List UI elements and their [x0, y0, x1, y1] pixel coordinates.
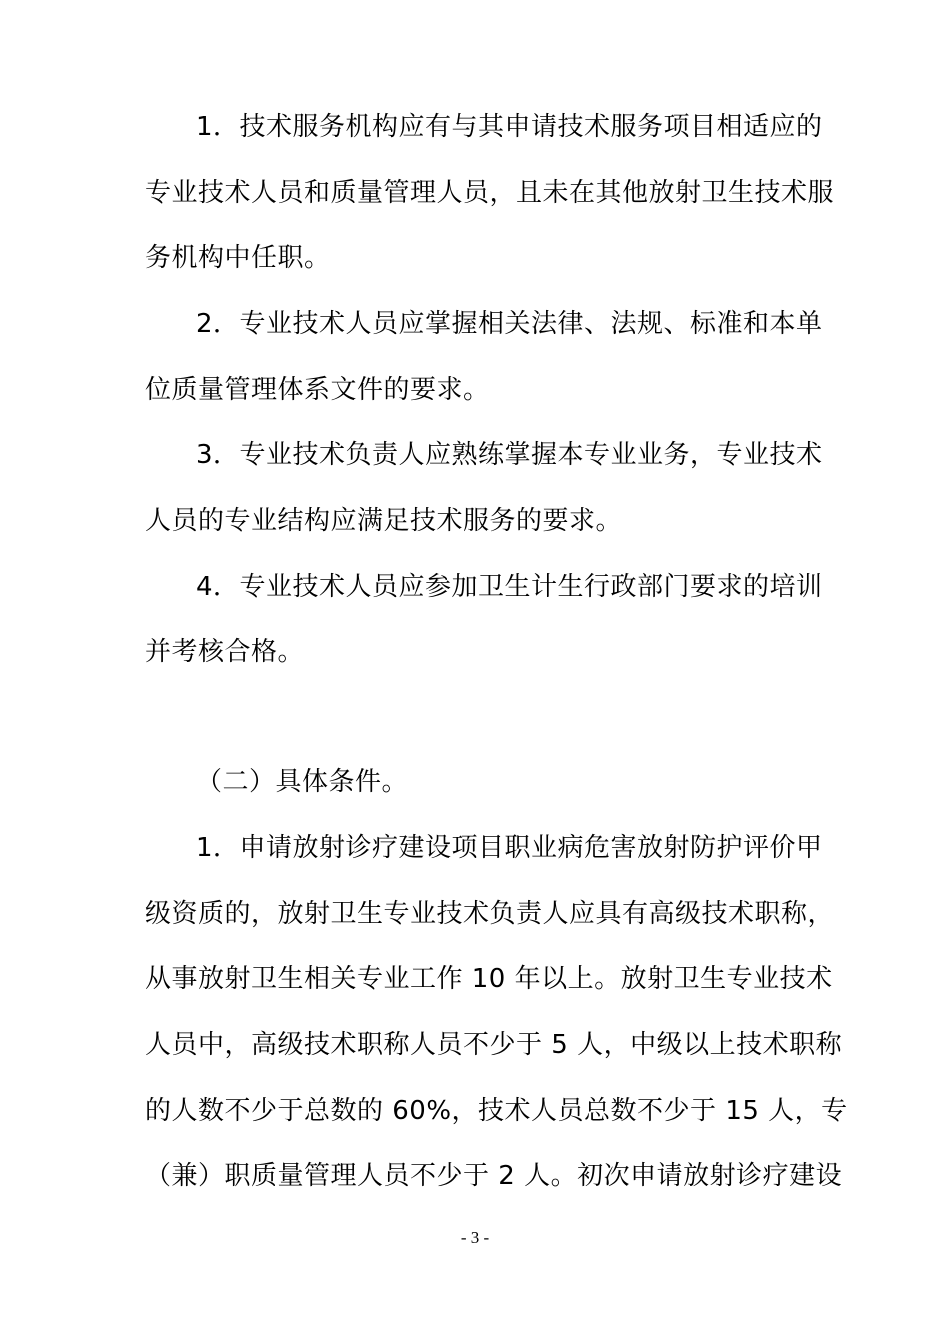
paragraph-3-line-1: 3．专业技术负责人应熟练掌握本专业业务，专业技术 — [196, 440, 823, 470]
paragraph-4-line-2: 并考核合格。 — [145, 637, 305, 667]
paragraph-1-line-2: 专业技术人员和质量管理人员，且未在其他放射卫生技术服 — [145, 178, 835, 208]
paragraph-2-line-2: 位质量管理体系文件的要求。 — [145, 375, 490, 405]
paragraph-2-line-1: 2．专业技术人员应掌握相关法律、法规、标准和本单 — [196, 309, 823, 339]
paragraph-5-line-3: 从事放射卫生相关专业工作 10 年以上。放射卫生专业技术 — [145, 964, 833, 994]
section-heading: （二）具体条件。 — [196, 767, 409, 797]
paragraph-5-line-2: 级资质的，放射卫生专业技术负责人应具有高级技术职称， — [145, 899, 835, 929]
paragraph-5-line-4: 人员中，高级技术职称人员不少于 5 人，中级以上技术职称 — [145, 1030, 843, 1060]
page-number: - 3 - — [460, 1228, 490, 1247]
paragraph-3-line-2: 人员的专业结构应满足技术服务的要求。 — [145, 506, 623, 536]
paragraph-1-line-3: 务机构中任职。 — [145, 243, 331, 273]
paragraph-4-line-1: 4．专业技术人员应参加卫生计生行政部门要求的培训 — [196, 572, 823, 602]
paragraph-1-line-1: 1．技术服务机构应有与其申请技术服务项目相适应的 — [196, 112, 823, 142]
paragraph-5-line-6: （兼）职质量管理人员不少于 2 人。初次申请放射诊疗建设 — [145, 1161, 843, 1191]
paragraph-5-line-5: 的人数不少于总数的 60%，技术人员总数不少于 15 人，专 — [145, 1096, 848, 1126]
paragraph-5-line-1: 1．申请放射诊疗建设项目职业病危害放射防护评价甲 — [196, 833, 823, 863]
